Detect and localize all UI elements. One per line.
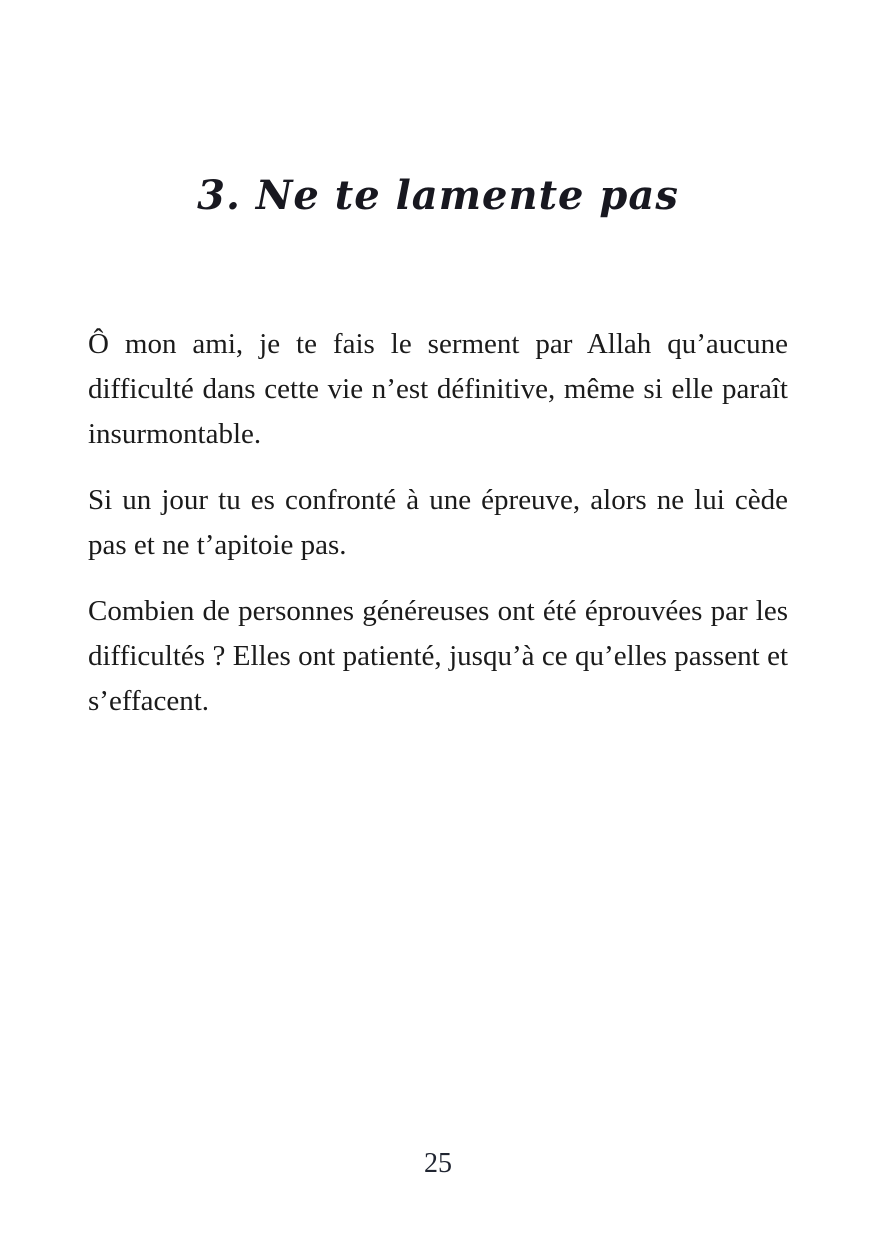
page-number: 25 xyxy=(424,1148,452,1179)
chapter-title: 3. Ne te lamente pas xyxy=(197,172,679,219)
page-body xyxy=(88,322,788,724)
paragraph: Si un jour tu es confronté à une épreuve, alors ne lui cède pas et ne t’apitoie pas. xyxy=(88,484,788,561)
paragraph: Combien de personnes généreuses ont été éprouvées par les difficultés ? Elles ont patienté, jusqu’à ce qu’elles passent et s’effacent. xyxy=(88,595,788,717)
paragraph: Ô mon ami, je te fais le serment par Allah qu’aucune difficulté dans cette vie n’est définitive, même si elle paraît insurmontable. xyxy=(88,328,788,450)
